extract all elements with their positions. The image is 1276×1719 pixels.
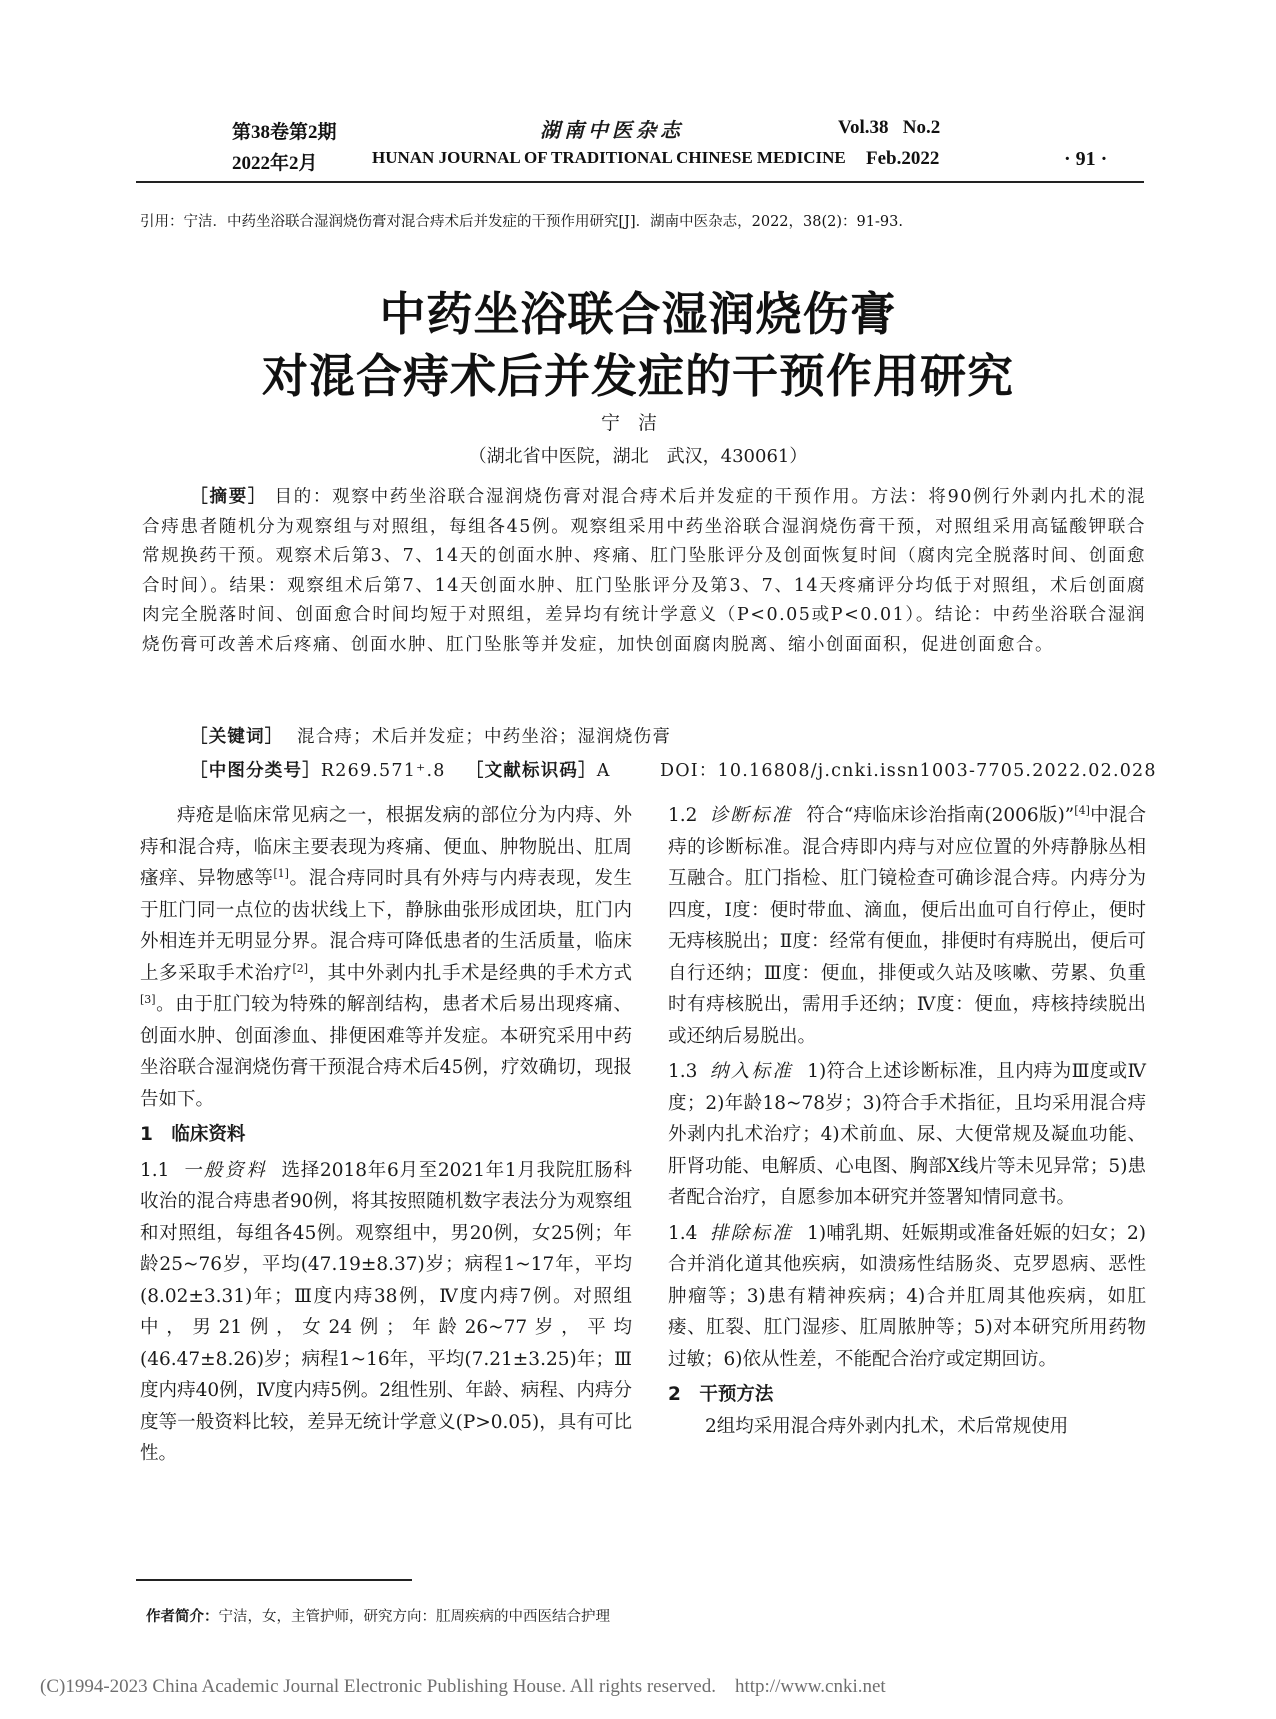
header-date-cn: 2022年2月 [232,153,318,174]
author-footnote [146,1605,610,1626]
ref-3: [3] [140,992,156,1006]
left-column [140,800,632,1470]
citation-line: 引用：宁洁．中药坐浴联合湿润烧伤膏对混合痔术后并发症的干预作用研究[J]．湖南中医杂志，2022，38(2)：91-93. [140,214,903,230]
section-1-4-title: 排除标准 [709,1222,794,1244]
section-1-1-text: 选择2018年6月至2021年1月我院肛肠科收治的混合痔患者90例，将其按照随机数字表法分为观察组和对照组，每组各45例。观察组中，男20例，女25例；年龄25~76岁，平均(47.19±8.37)岁；病程1~17年，平均(8.02±3.31)年；Ⅲ度内痔38例，Ⅳ度内痔7例。对照组中，男21例，女24例；年龄26~77岁，平均(46.47±8.26)岁；病程1~16年，平均(7.21±3.25)年；Ⅲ度内痔40例，Ⅳ度内痔5例。2组性别、年龄、病程、内痔分度等一般资料比较，差异无统计学意义(P>0.05)，具有可比性。 [140,1159,632,1464]
article-title-line1: 中药坐浴联合湿润烧伤膏 [379,287,897,341]
header-rule [136,181,1144,183]
copyright-notice: (C)1994-2023 China Academic Journal Electronic Publishing House. All rights reserved. http://www.cnki.net [40,1676,886,1697]
section-1-1-number: 1.1 [140,1159,170,1181]
author-name: 宁洁 [600,412,675,434]
header-volume-issue: 第38卷第2期 [232,122,337,143]
section-1-2-text-b: 中混合痔的诊断标准。混合痔即内痔与对应位置的外痔静脉丛相互融合。肛门指检、肛门镜检查可确诊混合痔。内痔分为四度，Ⅰ度：便时带血、滴血，便后出血可自行停止，便时无痔核脱出；Ⅱ度：经常有便血，排便时有痔脱出，便后可自行还纳；Ⅲ度：便血，排便或久站及咳嗽、劳累、负重时有痔核脱出，需用手还纳；Ⅳ度：便血，痔核持续脱出或还纳后易脱出。 [668,805,1146,1047]
intro-text-d: 。由于肛门较为特殊的解剖结构，患者术后易出现疼痛、创面水肿、创面渗血、排便困难等并发症。本研究采用中药坐浴联合湿润烧伤膏干预混合痔术后45例，疗效确切，现报告如下。 [140,994,632,1110]
section-1-1-title: 一般资料 [182,1159,268,1181]
abstract-label: ［摘要］ [190,487,268,507]
section-1-4-text: 1)哺乳期、妊娠期或准备妊娠的妇女；2)合并消化道其他疾病，如溃疡性结肠炎、克罗恩病、恶性肿瘤等；3)患有精神疾病；4)合并肛周其他疾病，如肛瘘、肛裂、肛门湿疹、肛周脓肿等；5)对本研究所用药物过敏；6)依从性差，不能配合治疗或定期回访。 [668,1222,1146,1370]
journal-logo: 湖南中医杂志 [540,118,684,142]
right-column [668,800,1146,1442]
clc-value: R269.571⁺.8 [320,761,446,781]
doc-code-value: A [596,761,611,781]
ref-1: [1] [273,866,289,880]
ref-2: [2] [292,961,309,975]
section-1-3-text: 1)符合上述诊断标准，且内痔为Ⅲ度或Ⅳ度；2)年龄18~78岁；3)符合手术指征，且均采用混合痔外剥内扎术治疗；4)术前血、尿、大便常规及凝血功能、肝肾功能、电解质、心电图、胸部X线片等未见异常；5)患者配合治疗，自愿参加本研究并签署知情同意书。 [668,1061,1146,1208]
abstract [142,483,1146,660]
section-1-2-number: 1.2 [668,805,698,826]
article-title-line2: 对混合痔术后并发症的干预作用研究 [262,349,1014,403]
section-1-3-number: 1.3 [668,1061,698,1082]
page-number: · 91 · [1064,148,1108,170]
clc-label: ［中图分类号］ [190,761,321,781]
section-2-heading: 2 干预方法 [668,1384,774,1405]
intro-text-c: ，其中外剥内扎手术是经典的手术方式 [308,962,632,984]
keywords [190,723,671,748]
intro-text-a: 痔疮是临床常见病之一，根据发病的部位分为内痔、外痔和混合痔，临床主要表现为疼痛、便血、肿物脱出、肛周瘙痒、异物感等 [140,805,632,889]
doi: DOI：10.16808/j.cnki.issn1003-7705.2022.02.028 [660,761,1157,781]
footnote-label: 作者简介： [146,1608,219,1625]
footnote-rule [136,1579,412,1581]
keywords-text: 混合痔；术后并发症；中药坐浴；湿润烧伤膏 [297,727,672,747]
header-journal-en: HUNAN JOURNAL OF TRADITIONAL CHINESE MEDICINE [372,148,846,167]
section-1-4 [668,1218,1146,1376]
section-1-2 [668,800,1146,1052]
keywords-label: ［关键词］ [190,727,284,747]
author-affiliation: （湖北省中医院，湖北 武汉，430061） [468,446,808,467]
intro-paragraph [140,800,632,1115]
section-1-4-number: 1.4 [668,1222,698,1244]
classification [190,757,1157,782]
section-1-3 [668,1056,1146,1214]
section-2-text: 2组均采用混合痔外剥内扎术，术后常规使用 [705,1415,1069,1437]
footnote-text: 宁洁，女，主管护师，研究方向：肛周疾病的中西医结合护理 [218,1609,610,1625]
section-1-2-title: 诊断标准 [709,805,793,826]
doc-code-label: ［文献标识码］ [465,761,597,781]
header-date-en: Feb.2022 [866,148,940,169]
intro-text-b: 。混合痔同时具有外痔与内痔表现，发生于肛门同一点位的齿状线上下，静脉曲张形成团块，肛门内外相连并无明显分界。混合痔可降低患者的生活质量，临床上多采取手术治疗 [140,868,632,984]
section-1-1 [140,1155,632,1470]
section-1-3-title: 纳入标准 [709,1061,794,1082]
section-1-heading: 1 临床资料 [140,1124,246,1145]
section-1-2-text-a: 符合“痔临床诊治指南(2006版)” [806,805,1075,826]
abstract-text: 目的：观察中药坐浴联合湿润烧伤膏对混合痔术后并发症的干预作用。方法：将90例行外剥内扎术的混合痔患者随机分为观察组与对照组，每组各45例。观察组采用中药坐浴联合湿润烧伤膏干预，对照组采用高锰酸钾联合常规换药干预。观察术后第3、7、14天的创面水肿、疼痛、肛门坠胀评分及创面恢复时间（腐肉完全脱落时间、创面愈合时间）。结果：观察组术后第7、14天创面水肿、肛门坠胀评分及第3、7、14天疼痛评分均低于对照组，术后创面腐肉完全脱落时间、创面愈合时间均短于对照组，差异均有统计学意义（P<0.05或P<0.01）。结论：中药坐浴联合湿润烧伤膏可改善术后疼痛、创面水肿、肛门坠胀等并发症，加快创面腐肉脱离、缩小创面面积，促进创面愈合。 [142,487,1146,655]
ref-4: [4] [1074,803,1090,817]
header-volume-en: Vol.38 No.2 [838,117,941,138]
